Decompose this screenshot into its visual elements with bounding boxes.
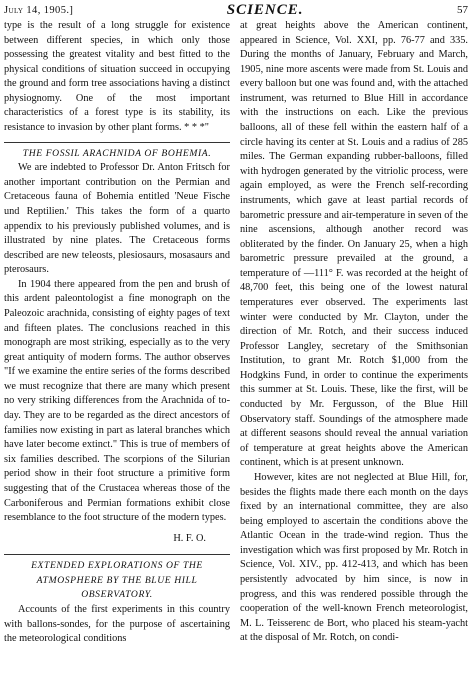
paragraph-kites: However, kites are not neglected at Blue Hill, for, besides the flights made there each month on the days fixed by an international committee, they are also being employed to ascertain the conditions above the Atlantic Ocean in the trade-wind region. Thus the investigation which was first proposed by Mr. Rotch in Science, Vol. XIV., pp. 412-413, and which has been persistently advocated by him since, is now in progress, and this was rendered possible through the cooperation of the well-known French meteorologist, M. L. Teisserenc de Bort, who placed his steam-yacht at the disposal of Mr. Rotch, on condi- xyxy=(240,471,468,644)
journal-title: SCIENCE. xyxy=(226,1,304,18)
paragraph-ballons-sondes: Accounts of the first experiments in this country with ballons-sondes, for the purpose of ascertaining the meteorological conditions xyxy=(4,603,230,645)
right-column xyxy=(240,19,468,700)
left-column xyxy=(4,19,230,700)
section-divider-2 xyxy=(4,554,230,555)
page-number: 57 xyxy=(456,4,468,16)
section-heading-fossil-arachnida: THE FOSSIL ARACHNIDA OF BOHEMIA. xyxy=(22,147,212,159)
section-heading-blue-hill-line2: ATMOSPHERE BY THE BLUE HILL xyxy=(36,574,198,586)
paragraph-st-louis-ascents: at great heights above the American continent, appeared in Science, Vol. XXI, pp. 76-77 and 335. During the months of January, February and March, 1905, nine more ascents were made from St. Louis and every balloon but one was found and, with the attached instrument, was returned to Blue Hill in accordance with the instructions on each. Like the previous balloons, all of these fell within the eastern half of a circle having its center at St. Louis and a radius of 285 miles. The German expanding rubber-balloons, filled with hydrogen generated by the vitriolic process, were again employed, as were the French self-recording instruments, which gave at least partial records of barometric pressure and air-temperature in seven of the nine ascensions, although another record was obliterated by the finder. On January 25, when a high barometric pressure prevailed at the ground, a temperature of —111° F. was recorded at the height of 48,700 feet, this being one of the lowest natural temperatures ever observed. The experiments last winter were conducted by Mr. Clayton, under the direction of Mr. Rotch, and their success induced Professor Langley, secretary of the Smithsonian Institution, to grant Mr. Rotch $1,000 from the Hodgkins Fund, in order to continue the experiments this summer at St. Louis. These, like the first, will be conducted by Mr. Fergusson, of the Blue Hill Observatory staff. Soundings of the atmosphere made at different seasons should reveal the annual variation of temperature at great heights above the American continent, which is at present unknown. xyxy=(240,20,468,469)
author-signature: H. F. O. xyxy=(173,532,206,544)
header-date: July 14, 1905.] xyxy=(4,4,74,16)
section-heading-blue-hill-line1: EXTENDED EXPLORATIONS OF THE xyxy=(31,560,203,572)
section-heading-blue-hill-line3: OBSERVATORY. xyxy=(81,589,153,601)
section-divider xyxy=(4,142,230,143)
paragraph-fritsch: We are indebted to Professor Dr. Anton Fritsch for another important contribution on the Permian and Cretaceous fauna of Bohemia entitled 'Neue Fische und Reptilien.' This takes the form of a quarto appendix to his previously published volumes, and is illustrated by nine plates. The Cretaceous forms described are new teleosts, plesiosaurs, mosasaurs and pterosaurs. xyxy=(4,162,230,276)
paragraph-monograph: In 1904 there appeared from the pen and brush of this ardent paleontologist a fine monograph on the Paleozoic arachnida, consisting of eighty pages of text and fifteen plates. The conclusions reached in this monograph are most striking, especially as to the very great antiquity of modern forms. The author observes "If we examine the entire series of the forms described we must recognize that there are many which present no very striking differences from the Arachnida of to-day. They are to be regarded as the direct ancestors of families now existing in part as lateral branches which have later become extinct." This is true of members of six families described. The scorpions of the Silurian period show in their foot structure a primitive form suggesting that of the Crustacea whereas those of the Carboniferous and Permian formations exhibit close resemblance to the foot structure of the modern types. xyxy=(4,278,230,524)
continued-paragraph: type is the result of a long struggle for existence between different species, in which only those possessing the greatest vitality and best fitted to the physical conditions of situation succeed in occupying the ground and form tree associations having a distinct physiognomy. One of the most important characteristics of a forest type is its stability, its resistance to invasion by other plant forms. * * *" xyxy=(4,20,230,134)
page-header xyxy=(0,0,474,20)
